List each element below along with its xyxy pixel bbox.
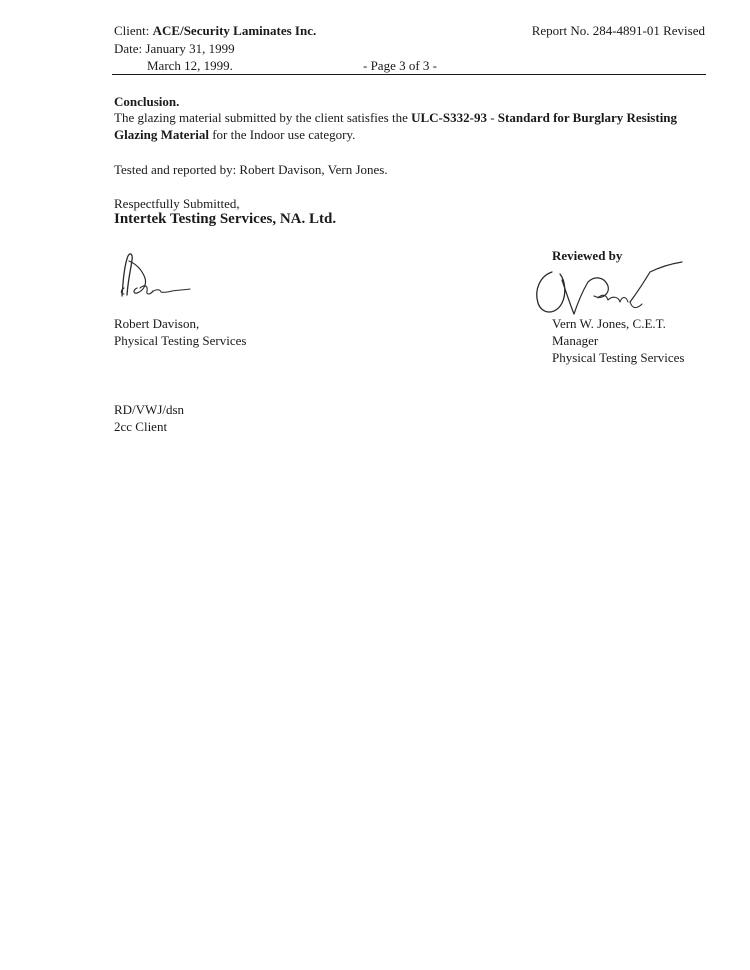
standard-title: Standard for Burglary Resisting Glazing Material [114, 110, 678, 142]
report-number: Report No. 284-4891-01 Revised [531, 23, 705, 38]
conclusion-heading: Conclusion. [114, 94, 180, 109]
page-indicator: - Page 3 of 3 - [363, 58, 438, 73]
tested-by: Tested and reported by: Robert Davison, Vern Jones. [114, 162, 388, 177]
right-signatory-department: Physical Testing Services [552, 350, 685, 365]
standard-code: ULC-S332-93 [411, 110, 487, 125]
company-name: Intertek Testing Services, NA. Ltd. [114, 211, 337, 227]
reviewed-by-label: Reviewed by [552, 248, 623, 263]
left-signatory-department: Physical Testing Services [114, 333, 247, 348]
signature-robert-davison [112, 248, 194, 304]
report-date: Date: January 31, 1999 [114, 41, 235, 56]
header-divider [112, 74, 706, 75]
conclusion-paragraph: The glazing material submitted by the client satisfies the ULC-S332-93 - Standard for Burglary Resisting Glazing Material for the Indoor use category. [114, 110, 678, 142]
header-client [114, 22, 316, 39]
client-label: Client: [114, 23, 150, 38]
distribution-note: 2cc Client [114, 419, 168, 434]
revised-date: March 12, 1999. [147, 58, 233, 73]
left-signatory-name: Robert Davison, [114, 316, 200, 331]
salutation: Respectfully Submitted, [114, 196, 240, 211]
right-signatory-name: Vern W. Jones, C.E.T. [552, 316, 666, 331]
right-signatory-title: Manager [552, 333, 599, 348]
reference-initials: RD/VWJ/dsn [114, 402, 185, 417]
client-name: ACE/Security Laminates Inc. [152, 23, 317, 38]
